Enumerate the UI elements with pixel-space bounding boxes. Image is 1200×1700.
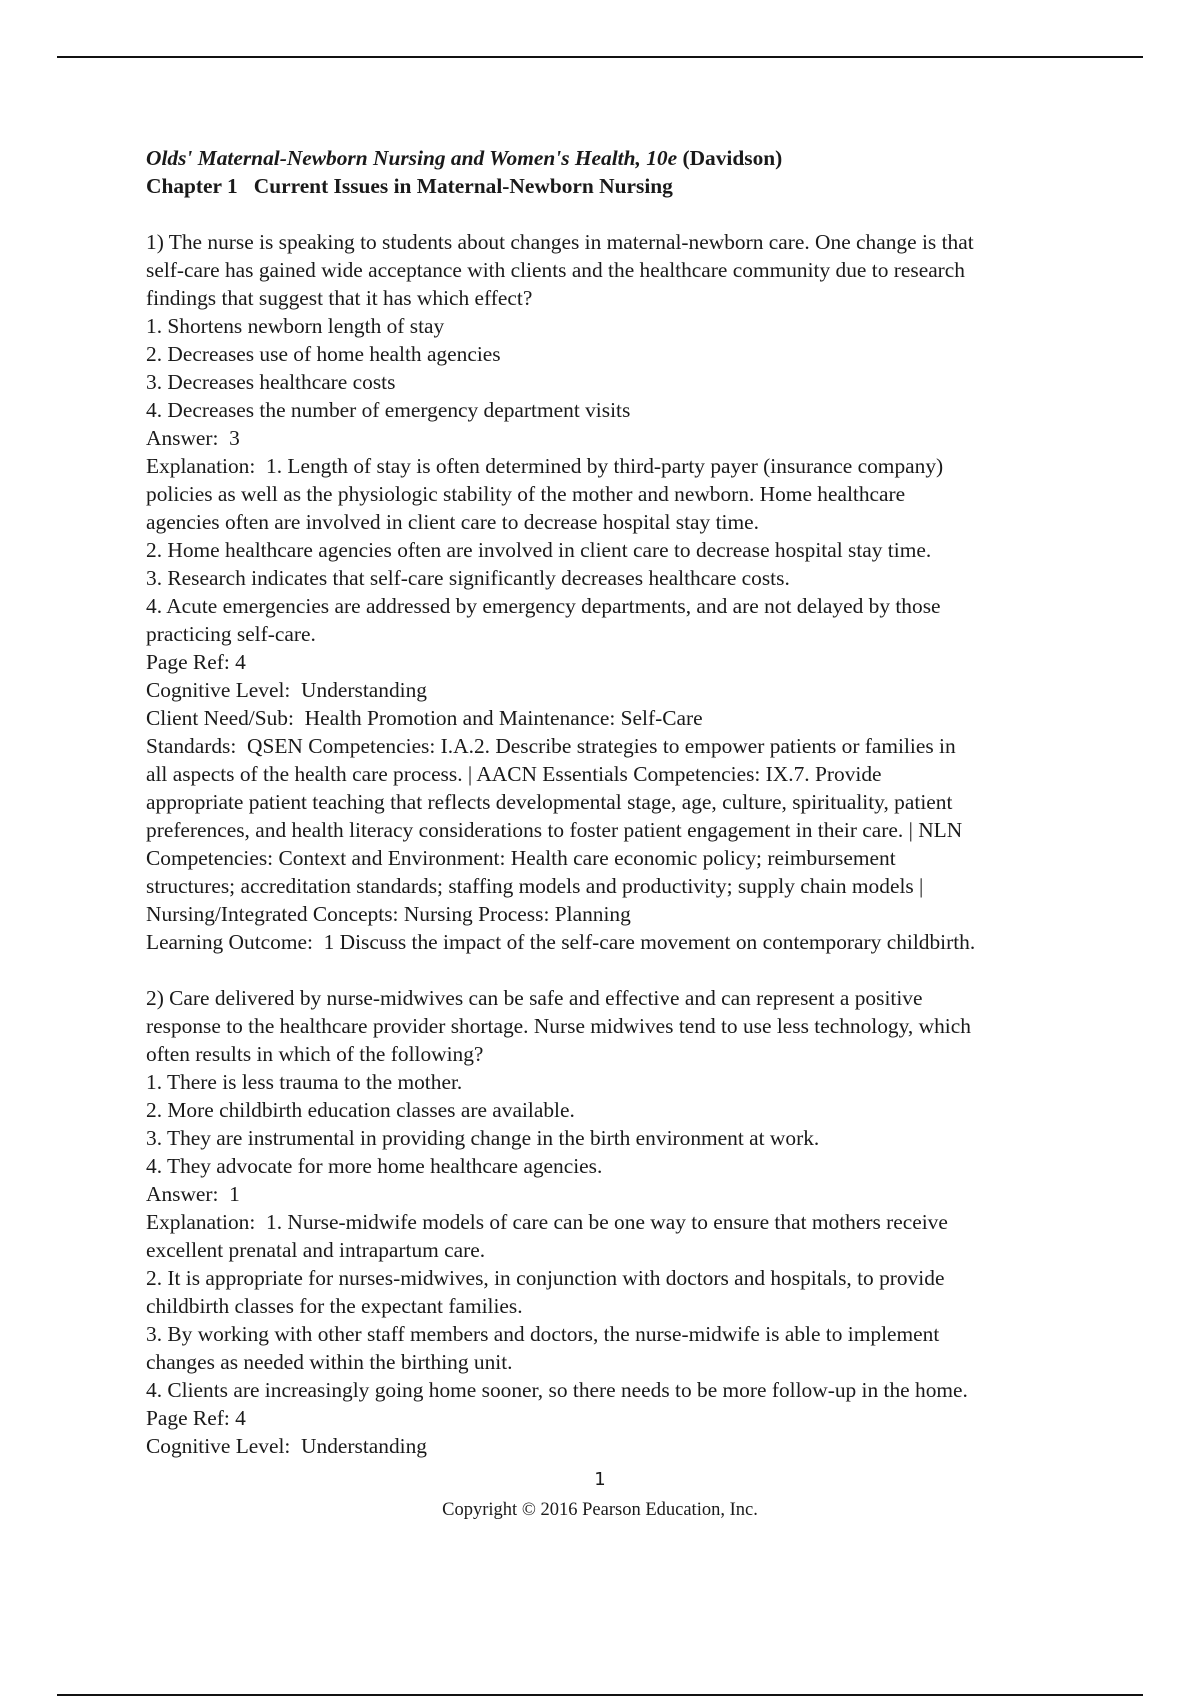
learning-outcome: Learning Outcome: 1 Discuss the impact of the self-care movement on contemporary childbirth.	[146, 930, 976, 954]
page-number: 1	[594, 1469, 606, 1490]
question-stem-line: 2) Care delivered by nurse-midwives can be safe and effective and can represent a positive	[146, 986, 923, 1010]
answer-option: 1. There is less trauma to the mother.	[146, 1070, 463, 1094]
answer-option: 2. More childbirth education classes are available.	[146, 1098, 575, 1122]
answer-key: Answer: 1	[146, 1182, 240, 1206]
page-ref: Page Ref: 4	[146, 1406, 246, 1430]
client-need: Client Need/Sub: Health Promotion and Maintenance: Self-Care	[146, 706, 703, 730]
answer-option: 1. Shortens newborn length of stay	[146, 314, 445, 338]
explanation-line: 2. Home healthcare agencies often are involved in client care to decrease hospital stay time.	[146, 538, 932, 562]
standards-line: preferences, and health literacy considerations to foster patient engagement in their care. | NLN	[146, 818, 963, 842]
explanation-line: Explanation: 1. Nurse-midwife models of care can be one way to ensure that mothers receive	[146, 1210, 948, 1234]
question-block	[146, 228, 1106, 956]
answer-option: 3. Decreases healthcare costs	[146, 370, 396, 394]
cognitive-level: Cognitive Level: Understanding	[146, 1434, 427, 1458]
answer-key: Answer: 3	[146, 426, 240, 450]
standards-line: Standards: QSEN Competencies: I.A.2. Describe strategies to empower patients or families in	[146, 734, 956, 758]
explanation-line: policies as well as the physiologic stability of the mother and newborn. Home healthcare	[146, 482, 906, 506]
explanation-line: practicing self-care.	[146, 622, 316, 646]
explanation-line: 4. Clients are increasingly going home sooner, so there needs to be more follow-up in the home.	[146, 1378, 968, 1402]
answer-option: 2. Decreases use of home health agencies	[146, 342, 501, 366]
explanation-line: childbirth classes for the expectant families.	[146, 1294, 523, 1318]
question-stem-line: response to the healthcare provider shortage. Nurse midwives tend to use less technology, which	[146, 1014, 971, 1038]
page-ref: Page Ref: 4	[146, 650, 246, 674]
standards-line: all aspects of the health care process. | AACN Essentials Competencies: IX.7. Provide	[146, 762, 882, 786]
explanation-line: 4. Acute emergencies are addressed by emergency departments, and are not delayed by those	[146, 594, 941, 618]
standards-line: structures; accreditation standards; staffing models and productivity; supply chain models |	[146, 874, 924, 898]
bottom-rule	[57, 1694, 1143, 1696]
explanation-line: 3. By working with other staff members and doctors, the nurse-midwife is able to implement	[146, 1322, 940, 1346]
question-stem-line: 1) The nurse is speaking to students about changes in maternal-newborn care. One change is that	[146, 230, 974, 254]
chapter-title: Chapter 1 Current Issues in Maternal-Newborn Nursing	[146, 174, 673, 198]
explanation-line: 3. Research indicates that self-care significantly decreases healthcare costs.	[146, 566, 790, 590]
cognitive-level: Cognitive Level: Understanding	[146, 678, 427, 702]
copyright-notice: Copyright © 2016 Pearson Education, Inc.	[442, 1500, 758, 1520]
standards-line: appropriate patient teaching that reflects developmental stage, age, culture, spirituality, patient	[146, 790, 953, 814]
standards-line: Competencies: Context and Environment: Health care economic policy; reimbursement	[146, 846, 896, 870]
explanation-line: agencies often are involved in client care to decrease hospital stay time.	[146, 510, 759, 534]
question-stem-line: often results in which of the following?	[146, 1042, 484, 1066]
document-page	[146, 144, 1106, 1460]
explanation-line: changes as needed within the birthing unit.	[146, 1350, 513, 1374]
explanation-line: Explanation: 1. Length of stay is often determined by third-party payer (insurance company)	[146, 454, 944, 478]
answer-option: 3. They are instrumental in providing change in the birth environment at work.	[146, 1126, 820, 1150]
book-title-line	[146, 144, 1106, 172]
answer-option: 4. They advocate for more home healthcare agencies.	[146, 1154, 603, 1178]
book-title: Olds' Maternal-Newborn Nursing and Women's Health, 10e	[146, 146, 678, 170]
top-rule	[57, 56, 1143, 58]
answer-option: 4. Decreases the number of emergency department visits	[146, 398, 631, 422]
question-stem-line: self-care has gained wide acceptance with clients and the healthcare community due to research	[146, 258, 965, 282]
book-author: (Davidson)	[682, 146, 783, 170]
explanation-line: 2. It is appropriate for nurses-midwives, in conjunction with doctors and hospitals, to provide	[146, 1266, 945, 1290]
explanation-line: excellent prenatal and intrapartum care.	[146, 1238, 486, 1262]
question-stem-line: findings that suggest that it has which effect?	[146, 286, 533, 310]
standards-line: Nursing/Integrated Concepts: Nursing Process: Planning	[146, 902, 631, 926]
question-block	[146, 984, 1106, 1460]
